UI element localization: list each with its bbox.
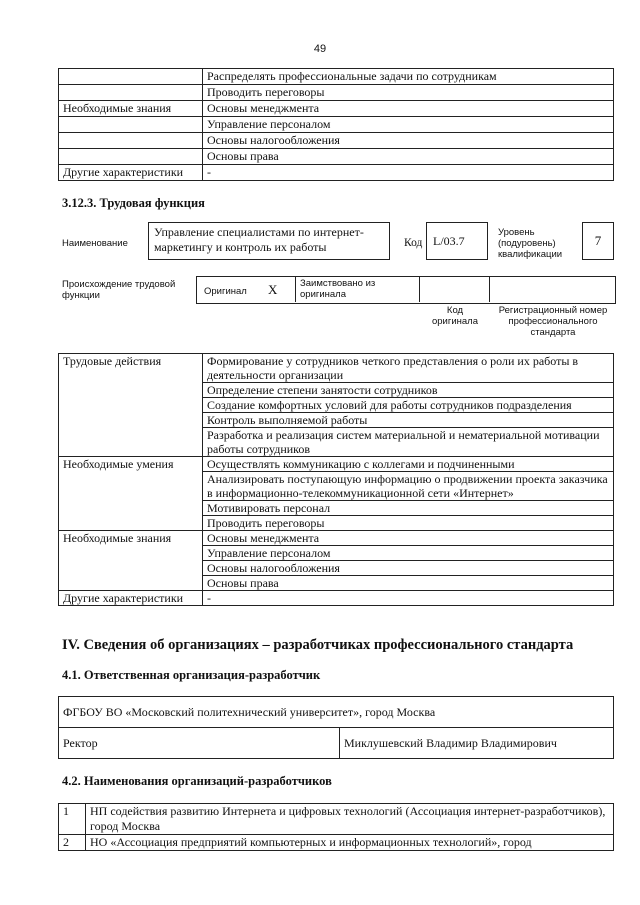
table-row [59,591,614,606]
org-position: Ректор [59,728,340,759]
origin-label: Происхождение трудовой функции [62,279,176,301]
row-value: Анализировать поступающую информацию о продвижении проекта заказчика в информационно-телекоммуникационной сети «Интернет» [203,472,614,501]
page-number: 49 [313,43,327,55]
row-value: - [203,165,614,181]
row-value: - [203,591,614,606]
borrowed-label: Заимствовано из оригинала [300,278,376,300]
row-value: Разработка и реализация систем материальной и нематериальной мотивации работы сотрудников [203,428,614,457]
origin-divider [419,276,420,302]
row-value: Контроль выполняемой работы [203,413,614,428]
org-number: 2 [59,835,86,851]
table-row [59,835,614,851]
org-text: НП содействия развитию Интернета и цифровых технологий (Ассоциация интернет-разработчиков), город Москва [86,804,614,835]
row-label [59,149,203,165]
row-value: Проводить переговоры [203,85,614,101]
row-value: Мотивировать персонал [203,501,614,516]
row-value: Проводить переговоры [203,516,614,531]
row-value: Определение степени занятости сотрудников [203,383,614,398]
row-value: Основы права [203,149,614,165]
row-value: Основы менеджмента [203,531,614,546]
org-name: ФГБОУ ВО «Московский политехнический университет», город Москва [59,697,614,728]
function-code: L/03.7 [426,222,488,260]
level-value: 7 [582,222,614,260]
developer-orgs-table [58,803,614,851]
table-row [59,697,614,728]
table-row [59,69,614,85]
row-value: Создание комфортных условий для работы сотрудников подразделения [203,398,614,413]
table-row [59,457,614,472]
row-value: Распределять профессиональные задачи по сотрудникам [203,69,614,85]
row-value: Основы менеджмента [203,101,614,117]
table-row [59,804,614,835]
reg-number-caption: Регистрационный номер профессионального стандарта [498,305,608,338]
original-mark: X [268,282,278,297]
responsible-org-table [58,696,614,759]
origin-divider [489,276,490,302]
org-number: 1 [59,804,86,835]
function-details-table [58,353,614,606]
table-row [59,728,614,759]
row-value: Основы права [203,576,614,591]
section4-heading: IV. Сведения об организациях – разработчиках профессионального стандарта [62,637,574,653]
table-row [59,531,614,546]
row-label [59,117,203,133]
group-label: Необходимые умения [59,457,203,531]
table-row [59,85,614,101]
row-value: Управление персоналом [203,117,614,133]
section4-sub2: 4.2. Наименования организаций-разработчиков [62,774,332,788]
row-label [59,133,203,149]
row-value: Основы налогообложения [203,133,614,149]
table-row [59,149,614,165]
table-row [59,354,614,383]
table-row [59,101,614,117]
group-label: Необходимые знания [59,531,203,591]
row-label [59,69,203,85]
table-row [59,165,614,181]
row-value: Формирование у сотрудников четкого представления о роли их работы в деятельности организации [203,354,614,383]
code-label: Код [404,237,423,249]
row-label: Другие характеристики [59,165,203,181]
row-value: Осуществлять коммуникацию с коллегами и подчиненными [203,457,614,472]
group-label: Другие характеристики [59,591,203,606]
row-label: Необходимые знания [59,101,203,117]
function-heading: 3.12.3. Трудовая функция [62,196,205,210]
function-name: Управление специалистами по интернет-маркетингу и контроль их работы [148,222,390,260]
org-person: Миклушевский Владимир Владимирович [340,728,614,759]
section4-sub1: 4.1. Ответственная организация-разработчик [62,668,321,682]
org-text: НО «Ассоциация предприятий компьютерных и информационных технологий», город [86,835,614,851]
row-value: Управление персоналом [203,546,614,561]
row-value: Основы налогообложения [203,561,614,576]
table-row [59,117,614,133]
group-label: Трудовые действия [59,354,203,457]
origin-divider [295,276,296,302]
code-original-caption: Код оригинала [431,305,478,327]
level-label: Уровень (подуровень) квалификации [498,227,563,260]
knowledge-table-top [58,68,614,181]
table-row [59,133,614,149]
row-label [59,85,203,101]
name-label: Наименование [62,238,128,249]
original-label: Оригинал [204,286,247,297]
